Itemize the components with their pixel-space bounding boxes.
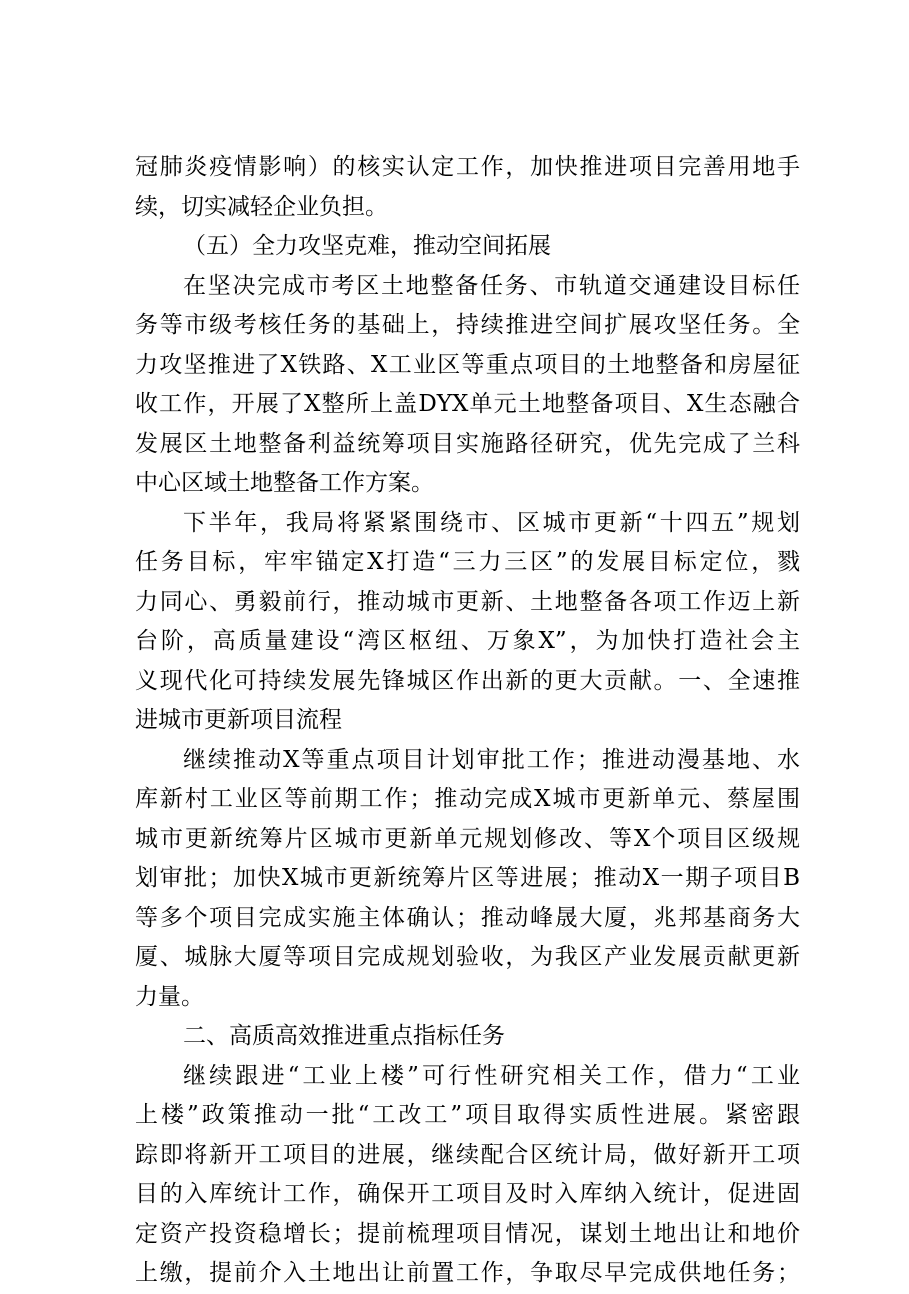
text-line: 进城市更新项目流程 (135, 707, 342, 733)
text-line: 义现代化可持续发展先锋城区作出新的更大贡献。一、全速推 (135, 667, 800, 694)
text-line: 冠肺炎疫情影响）的核实认定工作，加快推进项目完善用地手 (135, 154, 800, 180)
text-line: 力同心、勇毅前行，推动城市更新、土地整备各项工作迈上新 (135, 588, 800, 615)
text-line: 继续跟进“工业上楼”可行性研究相关工作，借力“工业 (183, 1062, 800, 1089)
text-line: 在坚决完成市考区土地整备任务、市轨道交通建设目标任 (183, 272, 800, 299)
text-line: 务等市级考核任务的基础上，持续推进空间扩展攻坚任务。全 (135, 312, 800, 338)
text-line: 力量。 (135, 983, 204, 1010)
text-line: 续，切实减轻企业负担。 (135, 193, 388, 220)
text-line: （五）全力攻坚克难，推动空间拓展 (183, 233, 551, 259)
text-line: 库新村工业区等前期工作；推动完成X城市更新单元、蔡屋围 (135, 786, 800, 812)
text-line: 中心区域土地整备工作方案。 (135, 470, 434, 496)
text-line: 等多个项目完成实施主体确认；推动峰晟大厦，兆邦基商务大 (135, 904, 800, 931)
text-line: 任务目标，牢牢锚定X打造“三力三区”的发展目标定位，戮 (135, 549, 800, 575)
text-line: 发展区土地整备利益统筹项目实施路径研究，优先完成了兰科 (135, 430, 800, 457)
text-line: 城市更新统筹片区城市更新单元规划修改、等X个项目区级规 (135, 825, 800, 852)
text-line: 二、高质高效推进重点指标任务 (183, 1023, 505, 1049)
text-line: 踪即将新开工项目的进展，继续配合区统计局，做好新开工项 (135, 1141, 800, 1168)
text-line: 目的入库统计工作，确保开工项目及时入库纳入统计，促进固 (135, 1181, 800, 1207)
text-line: 厦、城脉大厦等项目完成规划验收，为我区产业发展贡献更新 (135, 944, 800, 970)
text-line: 力攻坚推进了X铁路、X工业区等重点项目的土地整备和房屋征 (135, 351, 800, 378)
text-line: 继续推动X等重点项目计划审批工作；推进动漫基地、水 (183, 746, 800, 773)
text-line: 上缴，提前介入土地出让前置工作，争取尽早完成供地任务； (135, 1260, 800, 1286)
text-line: 台阶，高质量建设“湾区枢纽、万象X”，为加快打造社会主 (135, 628, 800, 654)
document-body-text (135, 148, 800, 1294)
text-line: 下半年，我局将紧紧围绕市、区城市更新“十四五”规划 (183, 509, 800, 536)
text-line: 定资产投资稳增长；提前梳理项目情况，谋划土地出让和地价 (135, 1220, 800, 1247)
text-line: 收工作，开展了X整所上盖DYX单元土地整备项目、X生态融合 (135, 391, 800, 417)
text-line: 划审批；加快X城市更新统筹片区等进展；推动X一期子项目B (135, 865, 800, 891)
text-line: 上楼”政策推动一批“工改工”项目取得实质性进展。紧密跟 (135, 1102, 800, 1128)
